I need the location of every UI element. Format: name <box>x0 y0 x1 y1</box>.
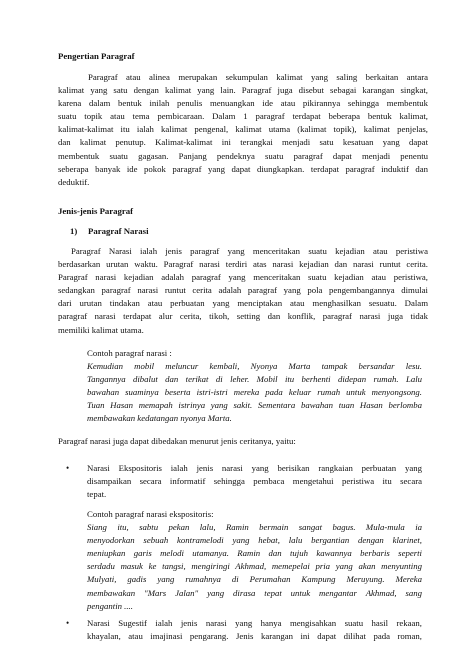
example-label: Contoh paragraf narasi ekspositoris: <box>87 509 214 519</box>
intro-line: dan kalimat penutup. Kalimat-kalimat ini terangkai menjadi satu kesatuan yang dapat <box>58 137 428 148</box>
intro-line: suatu topik atau tema pembicaraan. Dalam 1 paragraf terdapat beberapa bentuk kalimat, <box>58 111 428 122</box>
intro-line: karena dalam bentuk inilah penulis menuangkan ide atau pikirannya sehingga membentuk <box>58 98 428 109</box>
example-line: membawakan kedatangan nyonya Marta. <box>87 413 232 424</box>
narasi-line: berdasarkan urutan waktu. Paragraf narasi terdiri atas narasi kejadian dan narasi runtut cerita. <box>58 259 428 270</box>
intro-line: deduktif. <box>58 176 90 187</box>
bullet-line: disampaikan secara informatif sehingga pembaca mengetahui peristiwa itu secara <box>87 476 422 487</box>
narasi-line: dari urutan tindakan atau perbuatan yang menciptakan atau menghasilkan sesuatu. Dalam <box>58 298 428 309</box>
bullet-line: khayalan, atau imajinasi pengarang. Jenis karangan ini dapat dilihat pada roman, <box>87 631 422 642</box>
intro-line: membentuk suatu gagasan. Panjang pendeknya suatu paragraf dapat menjadi penentu <box>58 150 428 161</box>
example-line: serdadu masuk ke tangsi, mengiringi Akhmad, memepelai pria yang akan menyunting <box>87 561 422 572</box>
example-line: Mulyati, gadis yang rumahnya di Perumahan Kampung Meruyung. Mereka <box>87 574 422 585</box>
example-line: menyodorkan sebuah kontramelodi yang hebat, lalu bergantian dengan klarinet, <box>87 535 422 546</box>
intro-line: kalimat yang satu dengan kalimat yang lain. Paragraf juga disebut sebagai karangan singkat, <box>58 85 428 96</box>
example-narasi <box>87 347 422 426</box>
example-ekspositoris <box>87 508 422 613</box>
example-line: bawahan suaminya beserta istri-istri mereka pada keluar rumah untuk menyongsong. <box>87 387 422 398</box>
types-intro: Paragraf narasi juga dapat dibedakan menurut jenis ceritanya, yaitu: <box>58 436 296 446</box>
example-line: Tangannya dibalut dan terikat di leher. Mobil itu berhenti didepan rumah. Lalu <box>87 374 422 385</box>
narasi-line: paragraf narasi terdapat alur cerita, tikoh, setting dan konflik, paragraf narasi juga tidak <box>58 311 428 322</box>
intro-paragraph <box>58 71 428 189</box>
bullet-symbol: • <box>66 463 70 473</box>
narasi-paragraph <box>58 245 428 337</box>
bullet-item-ekspositoris <box>87 462 422 501</box>
types-heading: Jenis-jenis Paragraf <box>58 206 134 216</box>
bullet-item-sugestif <box>87 617 422 643</box>
section-title: Pengertian Paragraf <box>58 51 135 61</box>
narasi-line: Paragraf narasi kejadian adalah paragraf yang menceritakan suatu kejadian atau peristiwa, <box>58 272 428 283</box>
example-line: pengantin .... <box>87 600 133 611</box>
intro-line: kalimat-kalimat itu ialah kalimat pengenal, kalimat utama (kalimat topik), kalimat penjelas, <box>58 124 428 135</box>
example-line: meniupkan garis melodi utamanya. Ramin dan tujuh kawannya berbaris seperti <box>87 548 422 559</box>
subsection-title: Paragraf Narasi <box>88 226 149 236</box>
example-line: Siang itu, sabtu pekan lalu, Ramin bermain sangat bagus. Mula-mula ia <box>87 522 422 533</box>
example-line: Kemudian mobil meluncur kembali, Nyonya Marta tampak bersandar lesu. <box>87 361 422 372</box>
intro-line: Paragraf atau alinea merupakan sekumpulan kalimat yang saling berkaitan antara <box>88 72 428 82</box>
narasi-line: sedangkan paragraf narasi runtut cerita adalah paragraf yang pola pengembangannya dimulai <box>58 285 428 296</box>
bullet-line: Narasi Ekspositoris ialah jenis narasi yang berisikan rangkaian perbuatan yang <box>87 463 422 473</box>
bullet-symbol: • <box>66 618 70 628</box>
example-label: Contoh paragraf narasi : <box>87 348 172 358</box>
subsection-number: 1) <box>70 226 78 236</box>
narasi-line: memiliki kalimat utama. <box>58 324 144 335</box>
bullet-line: Narasi Sugestif ialah jenis narasi yang hanya mengisahkan suatu hasil rekaan, <box>87 618 422 628</box>
narasi-line: Paragraf Narasi ialah jenis paragraf yang menceritakan suatu kejadian atau peristiwa <box>71 246 428 256</box>
example-line: membawakan "Mars Jalan" yang dirasa tepat untuk mengantar Akhmad, sang <box>87 587 422 598</box>
example-line: Tuan Hasan memapah istrinya yang sakit. Sementara bawahan tuan Hasan berlomba <box>87 400 422 411</box>
intro-line: seberapa banyak ide pokok paragraf yang dapat diungkapkan. terdapat paragraf induktif dan <box>58 163 428 174</box>
bullet-line: tepat. <box>87 489 107 500</box>
